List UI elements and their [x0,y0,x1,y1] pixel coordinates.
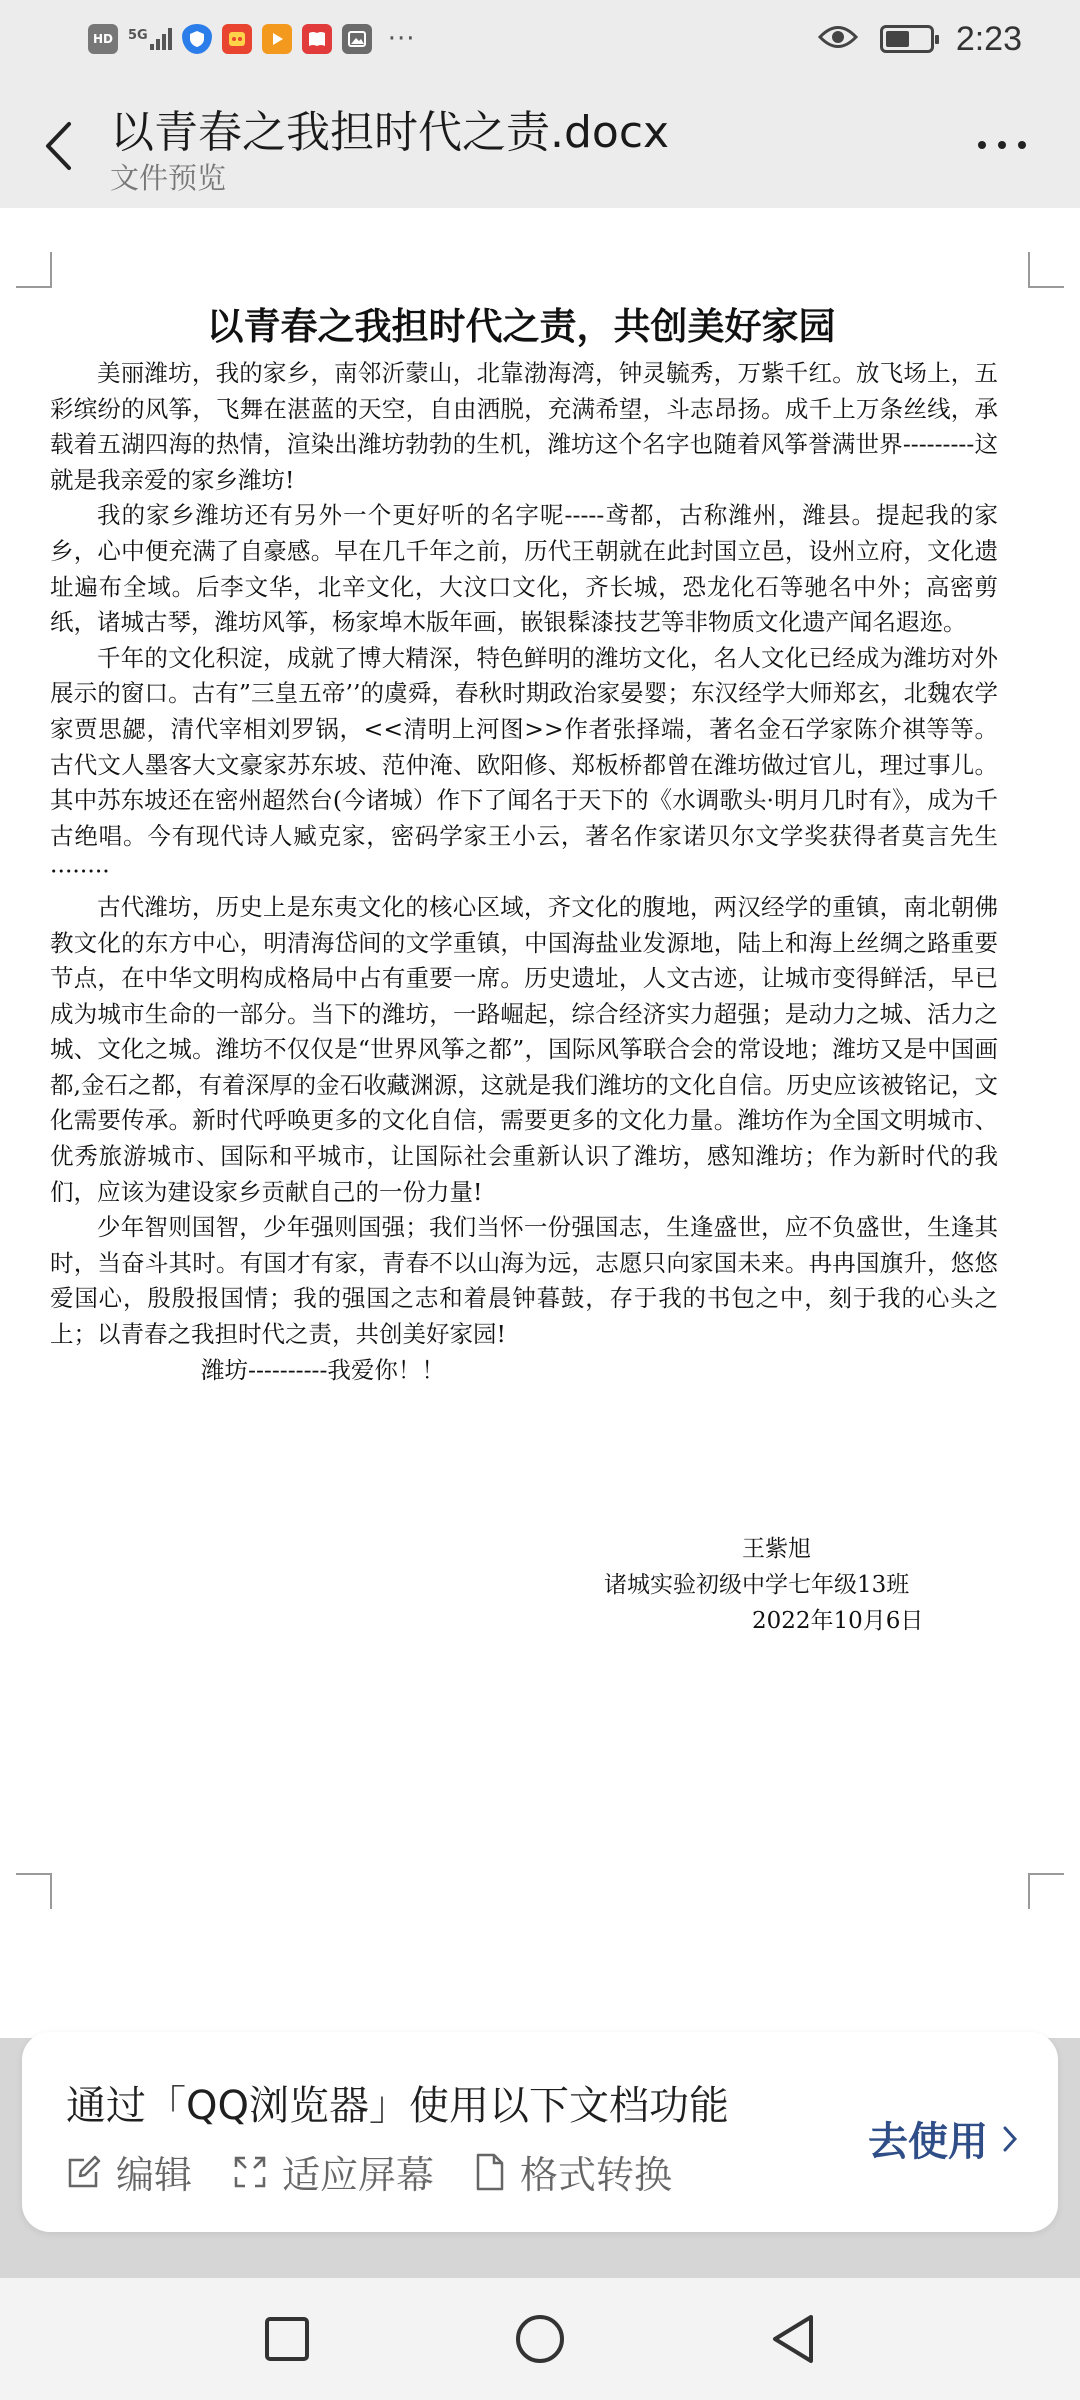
fit-screen-action[interactable] [232,2144,434,2199]
battery-icon [880,25,934,53]
home-button[interactable] [500,2299,580,2379]
edit-label: 编辑 [116,2153,193,2197]
document-body [50,356,998,1388]
crop-mark-top-right [1028,252,1064,288]
document-paragraph: 古代潍坊，历史上是东夷文化的核心区域，齐文化的腹地，两汉经学的重镇，南北朝佛教文化的东方中心，明清海岱间的文学重镇，中国海盐业发源地，陆上和海上丝绸之路重要节点，在中华文明构成格局中占有重要一席。历史遗址，人文古迹，让城市变得鲜活，早已成为城市生命的一部分。当下的潍坊，一路崛起，综合经济实力超强；是动力之城、活力之城、文化之城。潍坊不仅仅是“世界风筝之都”，国际风筝联合会的常设地；潍坊又是中国画都,金石之都，有着深厚的金石收藏渊源，这就是我们潍坊的文化自信。历史应该被铭记，文化需要传承。新时代呼唤更多的文化自信，需要更多的文化力量。潍坊作为全国文明城市、优秀旅游城市、国际和平城市，让国际社会重新认识了潍坊，感知潍坊；作为新时代的我们，应该为建设家乡贡献自己的一份力量! [50,892,998,1206]
author-school: 诸城实验初级中学七年级13班 [604,1572,910,1598]
promo-title: 通过「QQ浏览器」使用以下文档功能 [66,2083,729,2129]
page-subtitle: 文件预览 [110,161,227,195]
crop-mark-bottom-left [16,1873,52,1909]
author-name: 王紫旭 [742,1536,811,1562]
back-triangle-icon [769,2313,817,2365]
file-icon [474,2153,506,2191]
chevron-right-icon [1002,2125,1018,2153]
edit-icon [66,2154,102,2190]
qq-browser-promo-card[interactable] [22,2032,1058,2232]
shield-app-icon [182,24,212,54]
status-bar [0,0,1080,78]
gallery-icon [342,24,372,54]
crop-mark-top-left [16,252,52,288]
network-type-label: 5G [128,28,148,43]
document-title: 以青春之我担时代之责，共创美好家园 [206,305,836,348]
document-date: 2022年10月6日 [752,1608,924,1634]
signal-icon [128,28,172,50]
status-time: 2:23 [955,19,1022,58]
fit-screen-icon [232,2154,268,2190]
eye-icon [818,24,858,54]
promo-actions [66,2144,672,2199]
format-convert-action[interactable] [474,2144,672,2199]
video-app-icon [262,24,292,54]
fit-screen-label: 适应屏幕 [282,2153,435,2197]
system-nav-bar [0,2278,1080,2400]
use-now-label: 去使用 [868,2119,988,2165]
recents-square-icon [264,2316,310,2362]
app-header [0,78,1080,208]
app-icon-red [222,24,252,54]
edit-action[interactable] [66,2144,192,2199]
document-closing-line: 潍坊----------我爱你！！ [201,1355,445,1384]
back-arrow-icon [43,120,73,172]
document-paragraph: 美丽潍坊，我的家乡，南邻沂蒙山，北靠渤海湾，钟灵毓秀，万紫千红。放飞场上，五彩缤纷的风筝，飞舞在湛蓝的天空，自由洒脱，充满希望，斗志昂扬。成千上万条丝线，承载着五湖四海的热情，渲染出潍坊勃勃的生机，潍坊这个名字也随着风筝誉满世界---------这就是我亲爱的家乡潍坊! [50,359,998,494]
more-notifications-icon: ··· [387,24,416,54]
page-title: 以青春之我担时代之责.docx [110,107,670,158]
more-icon [977,140,1027,150]
home-circle-icon [514,2313,566,2365]
document-paragraph: 千年的文化积淀，成就了博大精深，特色鲜明的潍坊文化，名人文化已经成为潍坊对外展示的窗口。古有”三皇五帝’’的虞舜，春秋时期政治家晏婴；东汉经学大师郑玄，北魏农学家贾思勰，清代宰相刘罗锅，<<清明上河图>>作者张择端，著名金石学家陈介祺等等。古代文人墨客大文豪家苏东坡、范仲淹、欧阳修、郑板桥都曾在潍坊做过官儿，理过事儿。其中苏东坡还在密州超然台(今诸城）作下了闻名于天下的《水调歌头·明月几时有》，成为千古绝唱。今有现代诗人臧克家，密码学家王小云，著名作家诺贝尔文学奖获得者莫言先生········ [50,643,998,886]
more-options-button[interactable] [972,120,1032,170]
crop-mark-bottom-right [1028,1873,1064,1909]
recents-button[interactable] [247,2299,327,2379]
status-icons-right [818,20,1022,59]
status-icons-left [88,24,416,54]
use-now-button[interactable] [868,2110,1018,2167]
back-nav-button[interactable] [753,2299,833,2379]
document-preview[interactable] [0,208,1080,2038]
back-button[interactable] [28,106,88,186]
battery-level [886,31,909,47]
reader-app-icon [302,24,332,54]
hd-icon: HD [88,24,118,54]
format-convert-label: 格式转换 [520,2153,673,2197]
document-paragraph: 少年智则国智，少年强则国强；我们当怀一份强国志，生逢盛世，应不负盛世，生逢其时，当奋斗其时。有国才有家，青春不以山海为远，志愿只向家国未来。冉冉国旗升，悠悠爱国心，殷殷报国情；我的强国之志和着晨钟暮鼓，存于我的书包之中，刻于我的心头之上；以青春之我担时代之责，共创美好家园! [50,1213,998,1349]
document-paragraph: 我的家乡潍坊还有另外一个更好听的名字呢-----鸢都，古称潍州，潍县。提起我的家乡，心中便充满了自豪感。早在几千年之前，历代王朝就在此封国立邑，设州立府，文化遗址遍布全域。后李文华，北辛文化，大汶口文化，齐长城，恐龙化石等驰名中外；高密剪纸，诸城古琴，潍坊风筝，杨家埠木版年画，嵌银髹漆技艺等非物质文化遗产闻名遐迩。 [50,501,998,637]
